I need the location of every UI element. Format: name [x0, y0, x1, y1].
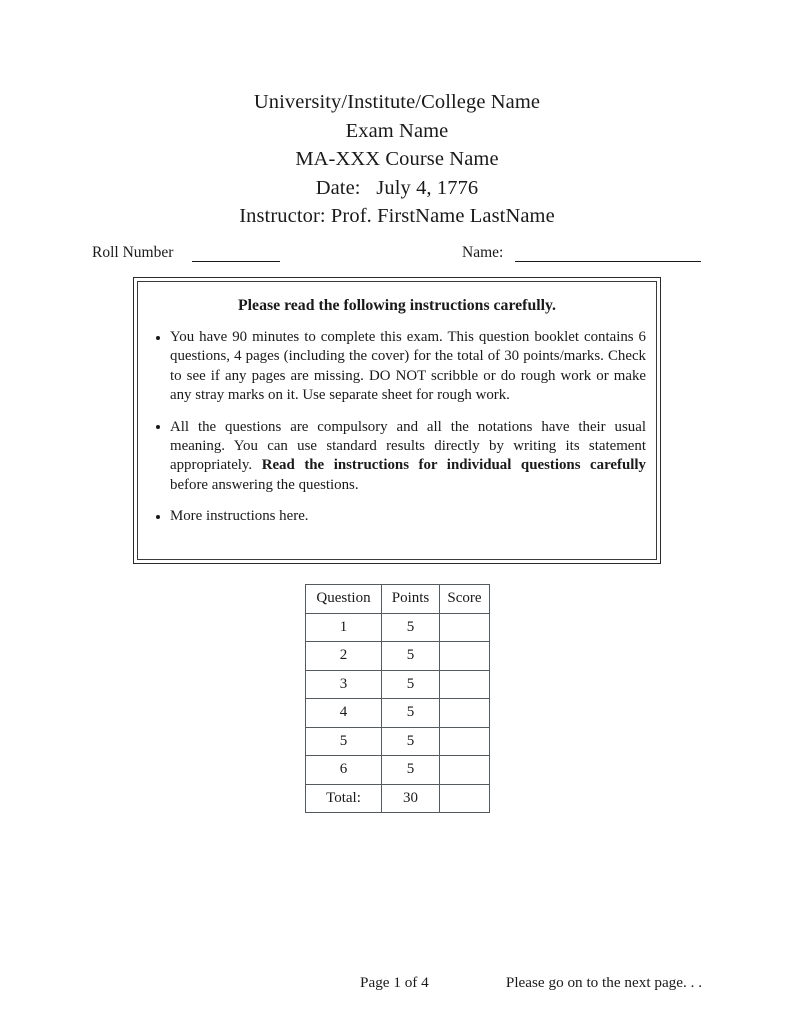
list-item [148, 418, 646, 496]
column-header-score: Score [440, 585, 490, 614]
instruction-text: More instructions here. [170, 508, 309, 525]
course-name: MA-XXX Course Name [295, 148, 499, 170]
instruction-text-tail: before answering the questions. [170, 476, 359, 493]
list-item [148, 507, 646, 526]
question-points: 5 [382, 727, 440, 756]
bullet-icon [156, 425, 160, 429]
instruction-emphasis: Read the instructions for individual questions carefully [261, 457, 646, 474]
question-number: 6 [306, 756, 382, 785]
score-table-container [305, 584, 490, 813]
question-points: 5 [382, 613, 440, 642]
page-footer [92, 973, 702, 993]
table-header-row [306, 585, 490, 614]
table-row [306, 756, 490, 785]
table-row [306, 613, 490, 642]
name-label: Name: [462, 244, 504, 261]
question-points: 5 [382, 670, 440, 699]
exam-name: Exam Name [345, 119, 449, 142]
score-table [305, 584, 490, 813]
question-number: 3 [306, 670, 382, 699]
list-item [148, 328, 646, 406]
score-entry-cell[interactable] [440, 756, 490, 785]
column-header-question: Question [306, 585, 382, 614]
table-total-row [306, 784, 490, 813]
exam-date: Date: July 4, 1776 [315, 176, 479, 199]
question-points: 5 [382, 756, 440, 785]
score-entry-cell[interactable] [440, 613, 490, 642]
name-input[interactable] [515, 261, 701, 262]
score-entry-cell[interactable] [440, 642, 490, 671]
continuation-note: Please go on to the next page. . . [505, 974, 702, 991]
bullet-icon [156, 336, 160, 340]
score-entry-cell[interactable] [440, 727, 490, 756]
total-label: Total: [306, 784, 382, 813]
table-row [306, 642, 490, 671]
table-row [306, 699, 490, 728]
instruction-text: You have 90 minutes to complete this exam. This question booklet contains 6 questions, 4 pages (including the cover) for the total of 30 points/marks. Check to see if any pages are missing. DO NOT scribble or do rough work or make any stray marks on it. Use separate sheet for rough work. [170, 329, 646, 404]
question-points: 5 [382, 699, 440, 728]
instructor-name: Instructor: Prof. FirstName LastName [239, 205, 555, 227]
instructions-box [133, 277, 661, 564]
table-row [306, 670, 490, 699]
column-header-points: Points [382, 585, 440, 614]
instructions-list [148, 328, 646, 527]
page-number: Page 1 of 4 [360, 974, 429, 991]
question-number: 2 [306, 642, 382, 671]
question-number: 1 [306, 613, 382, 642]
instruction-text: All the questions are compulsory and all the notations have their usual meaning. You can use standard results directly by writing its statement appropriately. [170, 418, 646, 474]
roll-number-input[interactable] [192, 261, 280, 262]
total-points: 30 [382, 784, 440, 813]
table-row [306, 727, 490, 756]
score-entry-cell[interactable] [440, 699, 490, 728]
question-number: 5 [306, 727, 382, 756]
roll-number-label: Roll Number [92, 244, 174, 261]
institution-name: University/Institute/College Name [253, 91, 541, 113]
instructions-heading: Please read the following instructions carefully. [238, 297, 556, 314]
score-entry-cell[interactable] [440, 670, 490, 699]
student-identity-row [92, 244, 702, 266]
total-score-cell[interactable] [440, 784, 490, 813]
instructions-content [134, 278, 660, 563]
page-title-block [97, 88, 697, 231]
question-number: 4 [306, 699, 382, 728]
question-points: 5 [382, 642, 440, 671]
bullet-icon [156, 515, 160, 519]
